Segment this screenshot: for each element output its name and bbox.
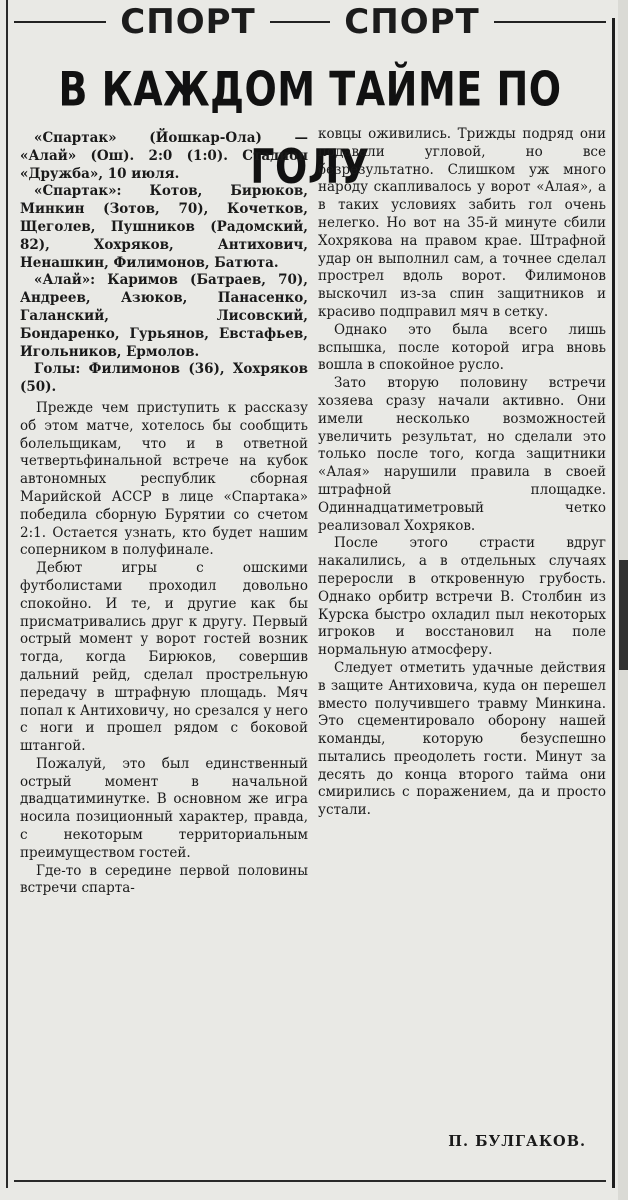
article-paragraph: ковцы оживились. Трижды подряд они подавали угловой, но все безрезультатно. Слишком уж много народу скапливалось у ворот «Алая», а в таких условиях забить гол очень нелегко. Но вот на 35-й минуте сбили Хохрякова на правом крае. Штрафной удар он выполнил сам, а точнее сделал прострел вдоль ворот. Филимонов выскочил из-за спин защитников и красиво подправил мяч в сетку. bbox=[318, 126, 606, 320]
header-line bbox=[494, 21, 606, 23]
alay-lineup: «Алай»: Каримов (Батраев, 70), Андреев, Азюков, Панасенко, Галанский, Лисовский, Бондаренко, Гурьянов, Евстафьев, Игольников, Ермолов. bbox=[20, 272, 308, 360]
article-paragraph: Следует отметить удачные действия в защите Антиховича, куда он перешел вместо получившего травму Минкина. Это сцементировало оборону нашей команды, которую безуспешно пытались преодолеть гости. Минут за десять до конца второго тайма они смирились с поражением, да и просто устали. bbox=[318, 659, 606, 819]
section-title-right: СПОРТ bbox=[344, 2, 480, 42]
article-paragraph: Пожалуй, это был единственный острый момент в начальной двадцатиминутке. В основном же игра носила позиционный характер, правда, с некоторым территориальным преимуществом гостей. bbox=[20, 755, 308, 861]
bottom-rule bbox=[14, 1180, 606, 1182]
section-title-left: СПОРТ bbox=[120, 2, 256, 42]
left-text-column bbox=[20, 130, 308, 898]
header-line bbox=[14, 21, 106, 23]
article-paragraph: Зато вторую половину встречи хозяева сразу начали активно. Они имели несколько возможностей увеличить результат, но сделали это только после того, когда защитники «Алая» нарушили правила в своей штрафной площадке. Одиннадцатиметровый четко реализовал Хохряков. bbox=[318, 375, 606, 534]
match-info: «Спартак» (Йошкар-Ола) — «Алай» (Ош). 2:0 (1:0). Стадион «Дружба», 10 июля. bbox=[20, 130, 308, 182]
article-paragraph: После этого страсти вдруг накалились, а в отдельных случаях переросли в откровенную грубость. Однако орбитр встречи В. Столбин из Курска быстро охладил пыл некоторых игроков и восстановил на поле нормальную атмосферу. bbox=[318, 535, 606, 659]
goals-line: Голы: Филимонов (36), Хохряков (50). bbox=[20, 361, 308, 396]
adjacent-column-ink bbox=[619, 560, 628, 670]
right-text-column bbox=[318, 126, 606, 820]
spartak-lineup: «Спартак»: Котов, Бирюков, Минкин (Зотов, 70), Кочетков, Щеголев, Пушников (Радомский, 82), Хохряков, Антихович, Ненашкин, Филимонов, Батюта. bbox=[20, 183, 308, 271]
article-paragraph: Прежде чем приступить к рассказу об этом матче, хотелось бы сообщить болельщикам, что и в ответной четвертьфинальной встрече на кубок автономных республик сборная Марийской АССР в лице «Спартака» победила сборную Бурятии со счетом 2:1. Остается узнать, кто будет нашим соперником в полуфинале. bbox=[20, 399, 308, 559]
article-paragraph: Однако это была всего лишь вспышка, после которой игра вновь вошла в спокойное русло. bbox=[318, 321, 606, 374]
left-column-rule bbox=[6, 0, 8, 1188]
right-column-rule bbox=[612, 18, 615, 1188]
section-header bbox=[14, 2, 606, 42]
author-signature: П. БУЛГАКОВ. bbox=[448, 1133, 586, 1150]
article-paragraph: Где-то в середине первой половины встречи спарта- bbox=[20, 862, 308, 897]
article-paragraph: Дебют игры с ошскими футболистами проходил довольно спокойно. И те, и другие как бы присматривались друг к другу. Первый острый момент у ворот гостей возник тогда, когда Бирюков, совершив дальний рейд, сделал прострельную передачу в штрафную площадь. Мяч попал к Антиховичу, но срезался у него с ноги и прошел рядом с боковой штангой. bbox=[20, 560, 308, 755]
header-line bbox=[270, 21, 330, 23]
article-headline: В КАЖДОМ ТАЙМЕ ПО ГОЛУ bbox=[58, 61, 562, 194]
